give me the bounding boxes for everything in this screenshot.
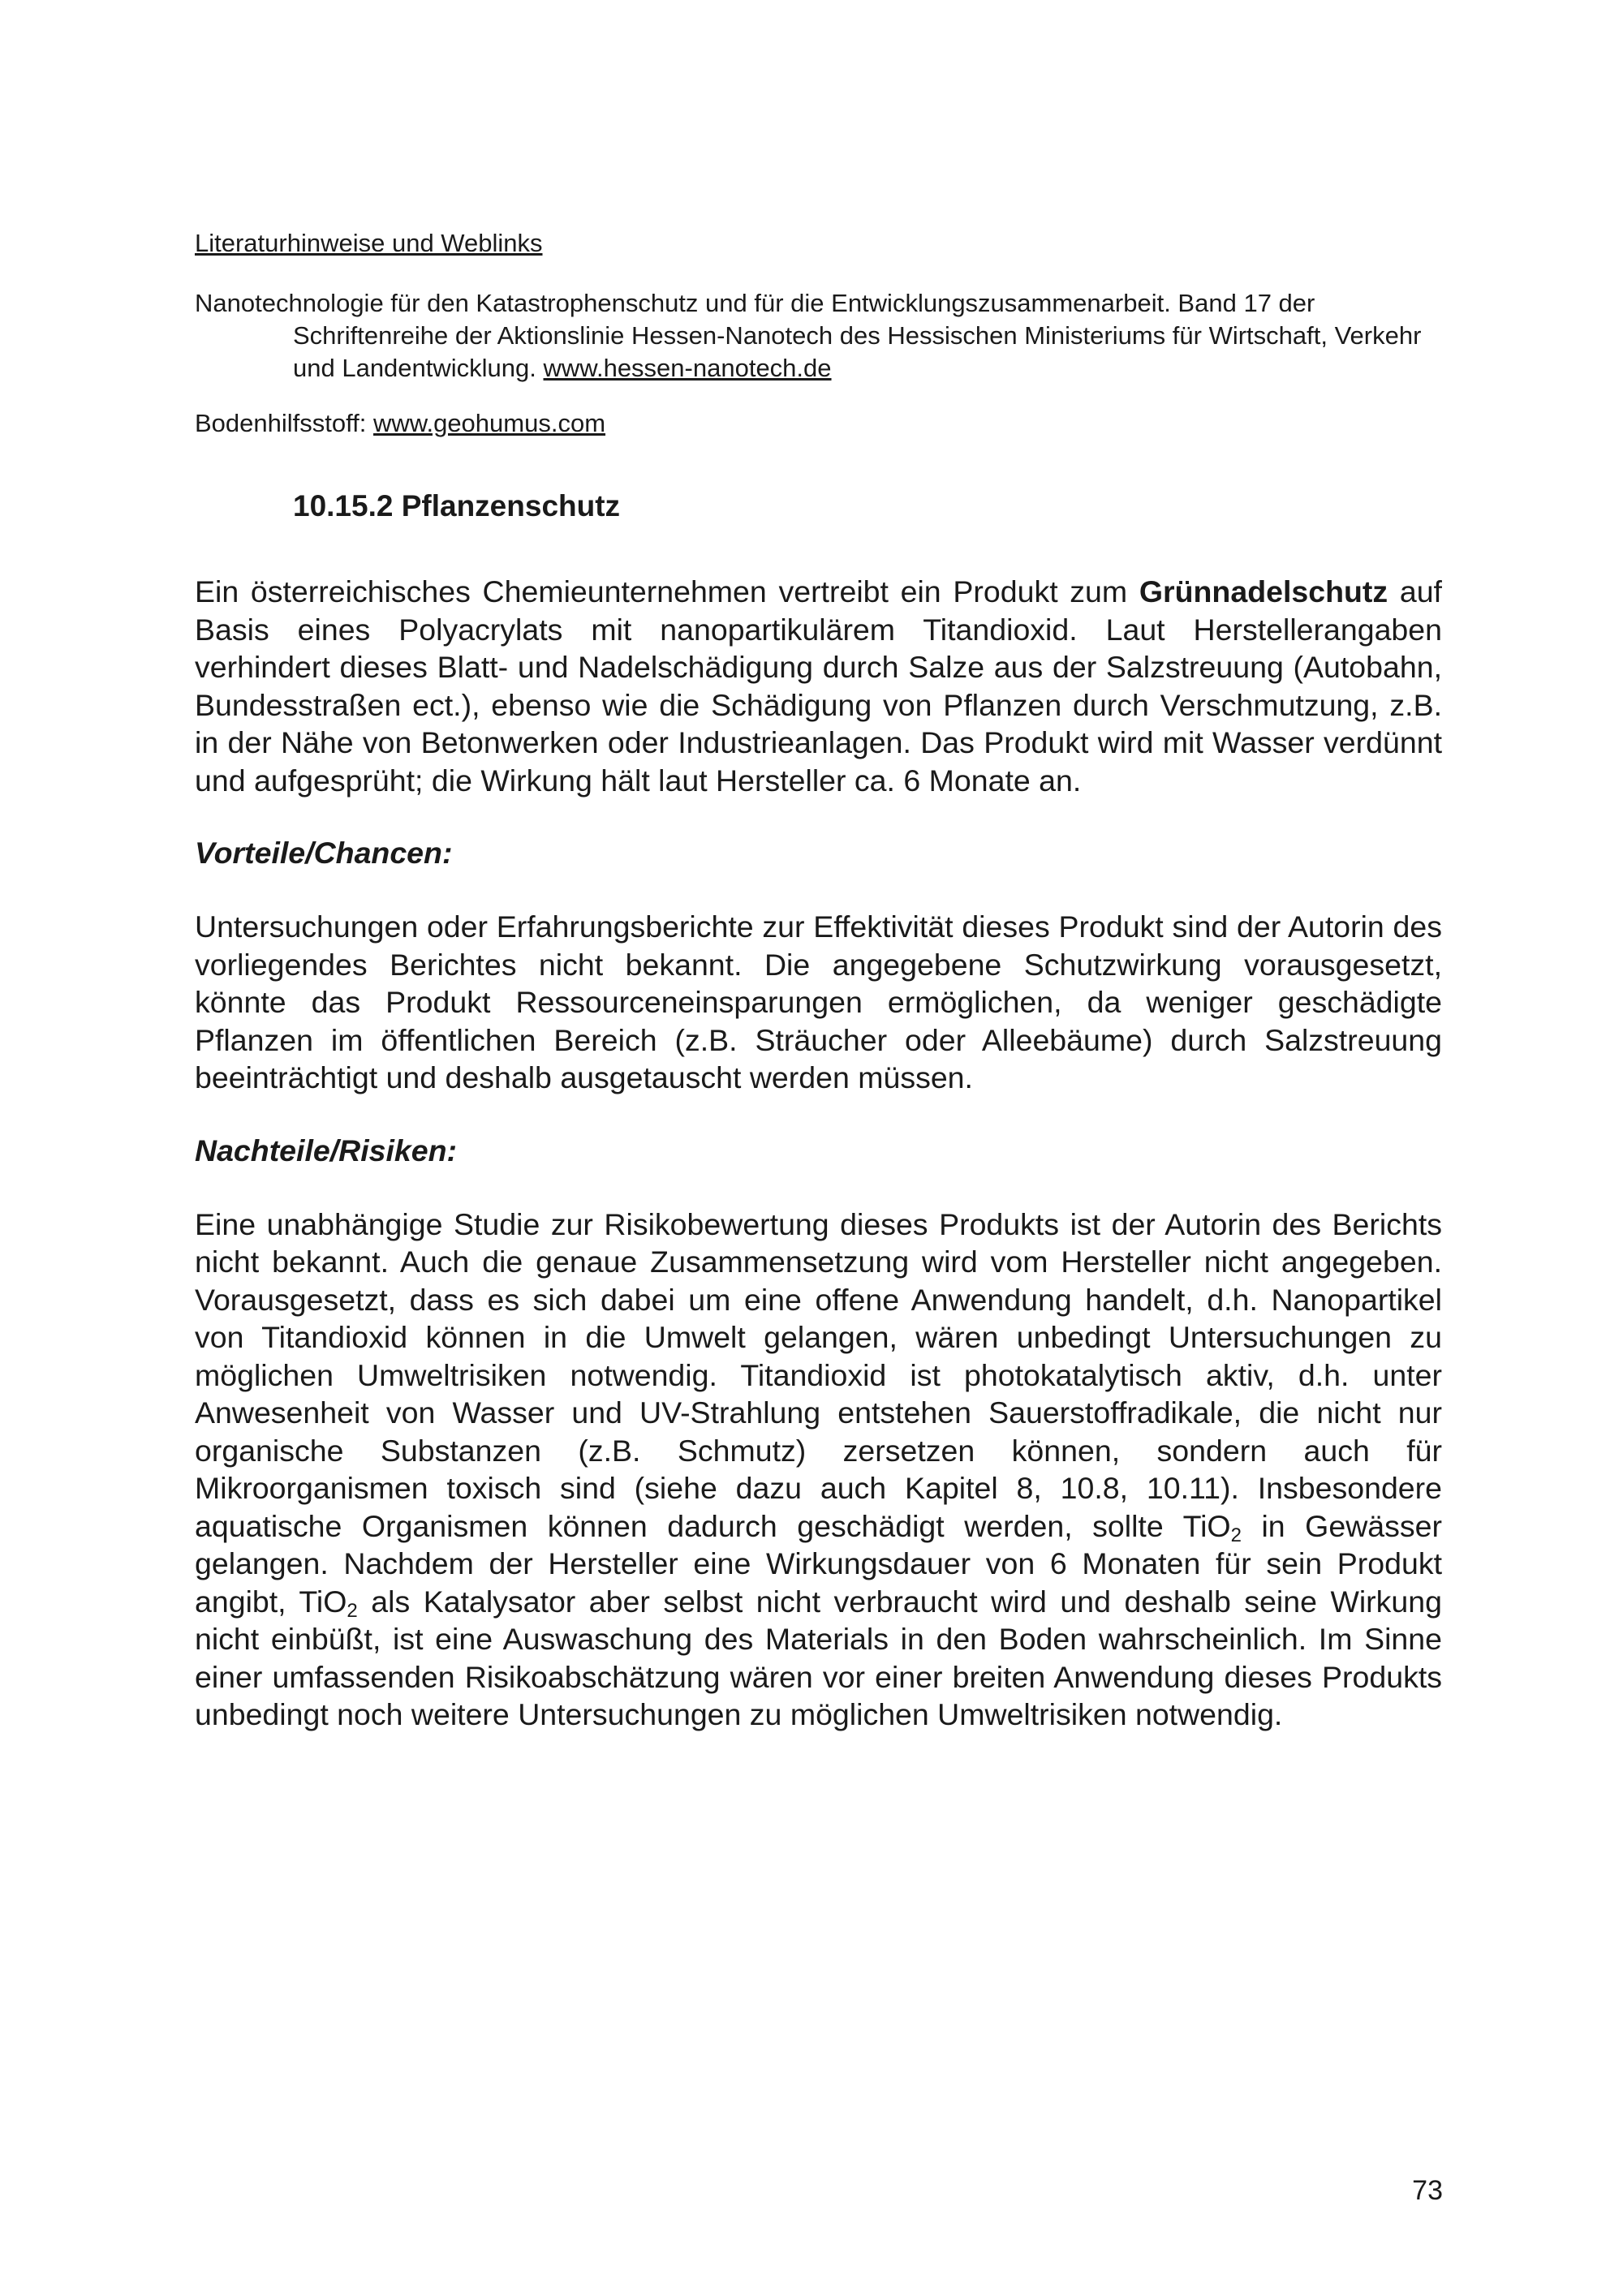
formula-subscript: 2	[347, 1599, 358, 1622]
document-page	[195, 227, 1442, 1734]
references-heading: Literaturhinweise und Weblinks	[195, 229, 543, 257]
risks-text-part1: Eine unabhängige Studie zur Risikobewertung dieses Produkts ist der Autorin des Berichts nicht bekannt. Auch die genaue Zusammensetzung wird vom Hersteller nicht angegeben. Vorausgesetzt, dass es sich dabei um eine offene Anwendung handelt, d.h. Nanopartikel von Titandioxid können in die Umwelt gelangen, wären unbedingt Untersuchungen zu möglichen Umweltrisiken notwendig. Titandioxid ist photokatalytisch aktiv, d.h. unter Anwesenheit von Wasser und UV-Strahlung entstehen Sauerstoffradikale, die nicht nur organische Substanzen (z.B. Schmutz) zersetzen können, sondern auch für Mikroorganismen toxisch sind (siehe dazu auch Kapitel 8, 10.8, 10.11). Insbesondere aquatische Organismen können dadurch geschädigt werden, sollte	[195, 1206, 1442, 1543]
reference-item	[195, 287, 1442, 385]
risks-heading: Nachteile/Risiken:	[195, 1133, 458, 1167]
advantages-paragraph: Untersuchungen oder Erfahrungsberichte zur Effektivität dieses Produkt sind der Autorin des vorliegendes Berichtes nicht bekannt. Die angegebene Schutzwirkung vorausgesetzt, könnte das Produkt Ressourceneinsparungen ermöglichen, da weniger geschädigte Pflanzen im öffentlichen Bereich (z.B. Sträucher oder Alleebäume) durch Salzstreuung beeinträchtigt und deshalb ausgetauscht werden müssen.	[195, 909, 1442, 1094]
intro-text-end: auf Basis eines Polyacrylats mit nanopartikulärem Titandioxid. Laut Herstellerangaben verhindert dieses Blatt- und Nadelschädigung durch Salze aus der Salzstreuung (Autobahn, Bundesstraßen ect.), ebenso wie die Schädigung von Pflanzen durch Verschmutzung, z.B. in der Nähe von Betonwerken oder Industrieanlagen. Das Produkt wird mit Wasser verdünnt und aufgesprüht; die Wirkung hält laut Hersteller ca. 6 Monate an.	[195, 574, 1442, 798]
intro-bold-term: Grünnadelschutz	[1139, 574, 1388, 608]
formula-subscript: 2	[1230, 1524, 1242, 1546]
intro-text-start: Ein österreichisches Chemieunternehmen vertreibt ein Produkt zum	[195, 574, 1139, 608]
formula-base: TiO	[1182, 1508, 1231, 1543]
reference-text: Nanotechnologie für den Katastrophenschutz und für die Entwicklungszusammenarbeit. Band 17 der Schriftenreihe der Aktionslinie Hessen-Nanotech des Hessischen Ministeriums für Wirtschaft, Verkehr und Landentwicklung.	[195, 289, 1422, 382]
risks-text-part2: in Gewässer gelangen. Nachdem der Hersteller eine Wirkungsdauer von 6 Monaten für sein Produkt angibt,	[195, 1508, 1442, 1619]
risks-text-part3: als Katalysator aber selbst nicht verbraucht wird und deshalb seine Wirkung nicht einbüßt, ist eine Auswaschung des Materials in den Boden wahrscheinlich. Im Sinne einer umfassenden Risikoabschätzung wären vor einer breiten Anwendung dieses Produkts unbedingt noch weitere Untersuchungen zu möglichen Umweltrisiken notwendig.	[195, 1584, 1442, 1731]
formula-tio2	[299, 1584, 358, 1622]
reference-text: Bodenhilfsstoff:	[195, 409, 374, 437]
advantages-heading: Vorteile/Chancen:	[195, 836, 453, 870]
reference-link[interactable]: www.geohumus.com	[373, 409, 606, 437]
reference-link[interactable]: www.hessen-nanotech.de	[543, 354, 832, 382]
reference-item	[195, 407, 1442, 440]
page-number: 73	[1412, 2175, 1443, 2206]
section-title: 10.15.2 Pflanzenschutz	[293, 489, 621, 522]
risks-paragraph	[195, 1206, 1442, 1734]
intro-paragraph	[195, 573, 1442, 799]
formula-tio2	[1182, 1508, 1242, 1546]
formula-base: TiO	[299, 1584, 347, 1619]
